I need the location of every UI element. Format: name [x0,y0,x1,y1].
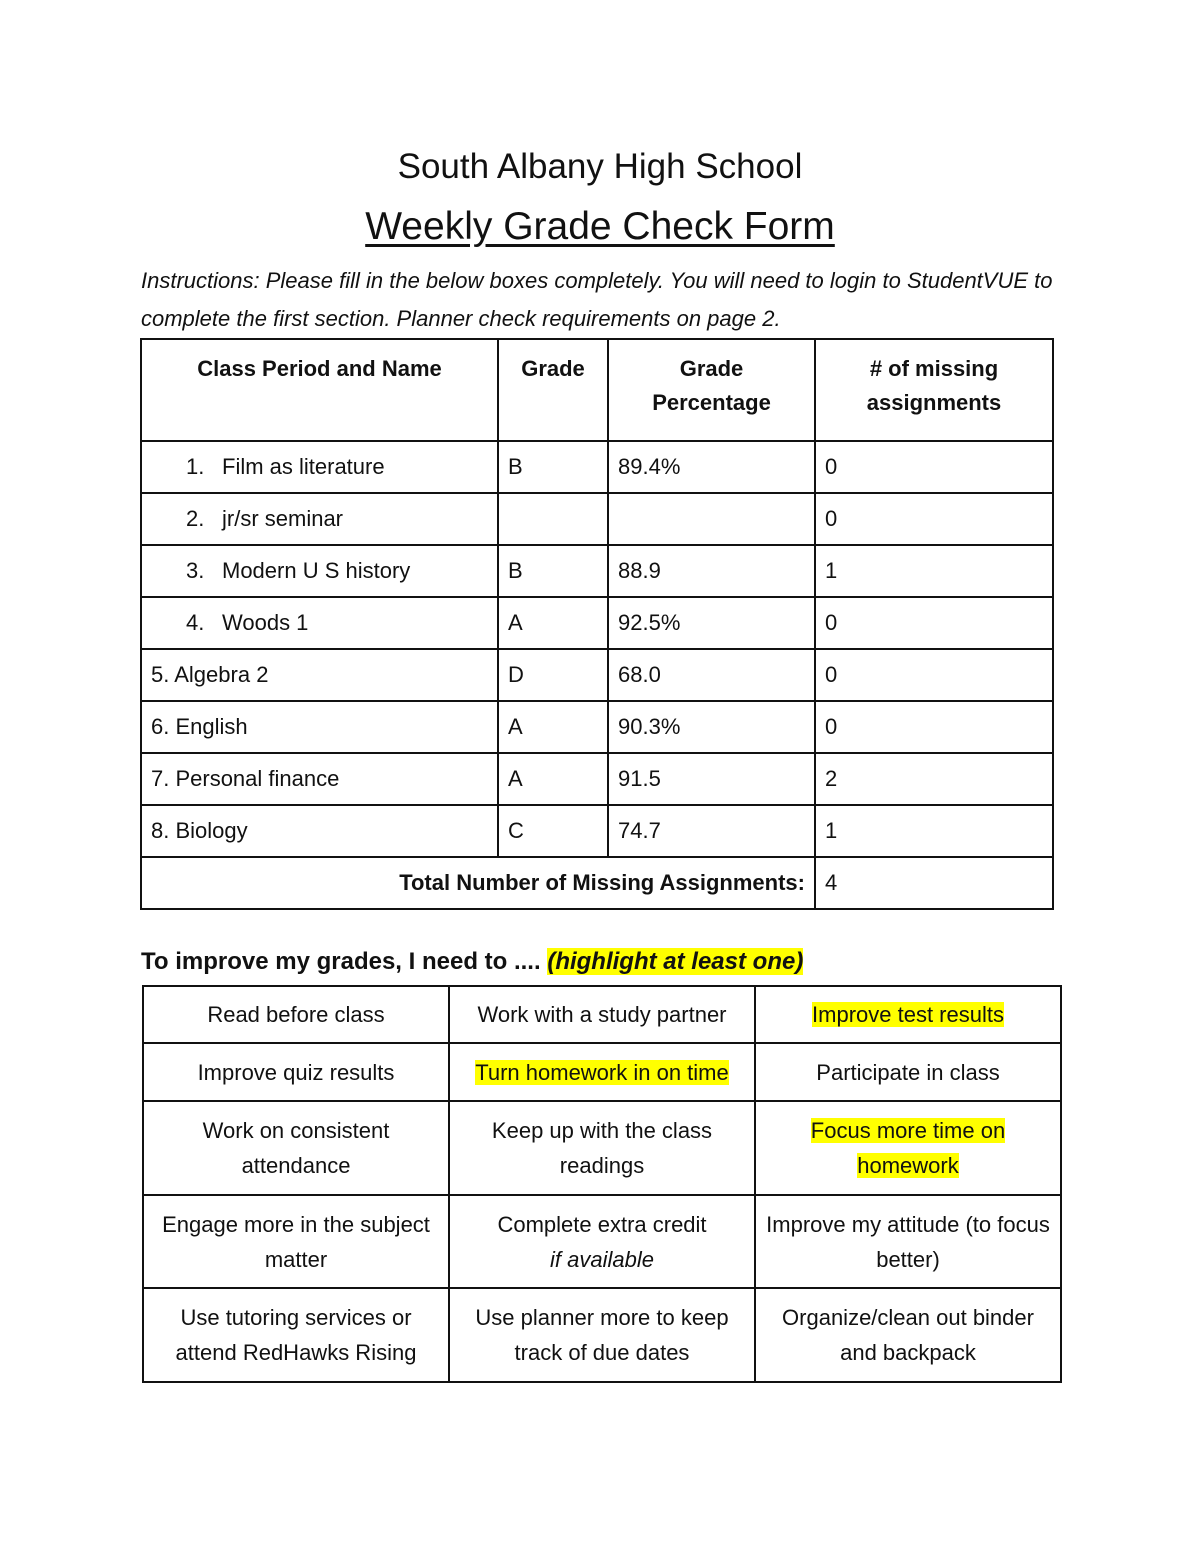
option-label: Work on consistent attendance [202,1118,390,1178]
highlighted-option-label: Focus more time on homework [810,1118,1006,1178]
school-name: South Albany High School [397,147,803,186]
option-label: Use planner more to keep track of due dates [475,1305,729,1365]
missing-cell[interactable]: 0 [815,597,1053,649]
improve-heading-text: To improve my grades, I need to .... [141,948,541,975]
option-attendance[interactable] [143,1101,449,1195]
missing-cell[interactable]: 2 [815,753,1053,805]
class-name-cell[interactable]: 8. Biology [141,805,498,857]
table-row [141,701,1053,753]
class-name: jr/sr seminar [222,506,344,531]
option-planner[interactable] [449,1288,755,1382]
highlighted-option-label: Improve test results [812,1002,1004,1027]
column-header-class: Class Period and Name [141,339,498,441]
row-number: 4. [186,610,205,635]
table-row [141,805,1053,857]
option-homework-on-time[interactable] [449,1043,755,1101]
option-test-results[interactable] [755,986,1061,1043]
improve-row [143,1101,1061,1195]
option-participate[interactable] [755,1043,1061,1101]
table-row [141,545,1053,597]
option-label: Read before class [207,1002,385,1027]
column-header-percentage: Grade Percentage [608,339,815,441]
missing-cell[interactable]: 0 [815,649,1053,701]
option-study-partner[interactable] [449,986,755,1043]
class-name-cell[interactable]: 5. Algebra 2 [141,649,498,701]
option-quiz-results[interactable] [143,1043,449,1101]
grade-cell[interactable]: A [498,701,608,753]
percentage-cell[interactable]: 92.5% [608,597,815,649]
percentage-cell[interactable]: 90.3% [608,701,815,753]
row-number: 1. [186,454,205,479]
class-name-cell[interactable] [141,545,498,597]
grade-cell[interactable]: B [498,545,608,597]
grade-cell[interactable]: D [498,649,608,701]
improve-row [143,1195,1061,1288]
class-name-cell[interactable] [141,493,498,545]
option-class-readings[interactable] [449,1101,755,1195]
missing-cell[interactable]: 0 [815,493,1053,545]
percentage-cell[interactable] [608,493,815,545]
grade-cell[interactable]: B [498,441,608,493]
option-read-before-class[interactable] [143,986,449,1043]
improve-row [143,1288,1061,1382]
row-number: 3. [186,558,205,583]
class-name-cell[interactable]: 6. English [141,701,498,753]
table-row [141,753,1053,805]
percentage-cell[interactable]: 88.9 [608,545,815,597]
grade-cell[interactable]: C [498,805,608,857]
class-name: Woods 1 [222,610,309,635]
improve-heading-note: (highlight at least one) [547,948,804,975]
improve-table [142,985,1062,1383]
option-engage-subject[interactable] [143,1195,449,1288]
grade-cell[interactable]: A [498,753,608,805]
percentage-cell[interactable]: 74.7 [608,805,815,857]
option-label: Organize/clean out binder and backpack [782,1305,1034,1365]
table-row [141,597,1053,649]
instructions: Instructions: Please fill in the below boxes completely. You will need to login to StudentVUE to complete the first section. Planner check requirements on page 2. [141,268,1053,331]
class-name-cell[interactable]: 7. Personal finance [141,753,498,805]
total-missing-label: Total Number of Missing Assignments: [141,857,815,909]
option-label: Improve quiz results [197,1059,395,1085]
grade-cell[interactable] [498,493,608,545]
total-missing-value[interactable]: 4 [815,857,1053,909]
option-label: Improve my attitude (to focus better) [766,1211,1050,1272]
option-label: Use tutoring services or attend RedHawks Rising [175,1305,417,1365]
missing-cell[interactable]: 1 [815,805,1053,857]
table-row [141,493,1053,545]
percentage-cell[interactable]: 91.5 [608,753,815,805]
option-label: Keep up with the class readings [491,1118,713,1178]
percentage-cell[interactable]: 89.4% [608,441,815,493]
option-extra-credit[interactable] [449,1195,755,1288]
option-attitude[interactable] [755,1195,1061,1288]
option-focus-homework[interactable] [755,1101,1061,1195]
improve-row [143,1043,1061,1101]
column-header-missing: # of missing assignments [815,339,1053,441]
highlighted-option-label: Turn homework in on time [475,1059,729,1085]
table-row [141,441,1053,493]
class-name-cell[interactable] [141,597,498,649]
option-organize-binder[interactable] [755,1288,1061,1382]
option-label: Engage more in the subject matter [162,1211,430,1272]
missing-cell[interactable]: 0 [815,701,1053,753]
missing-cell[interactable]: 0 [815,441,1053,493]
grades-header-row [141,339,1053,441]
class-name-cell[interactable] [141,441,498,493]
option-label: Participate in class [816,1059,1000,1085]
percentage-cell[interactable]: 68.0 [608,649,815,701]
total-row [141,857,1053,909]
grade-cell[interactable]: A [498,597,608,649]
row-number: 2. [186,506,205,531]
option-tutoring[interactable] [143,1288,449,1382]
option-label: Complete extra credit [497,1211,707,1237]
column-header-grade: Grade [498,339,608,441]
extra-credit-note: if available [550,1246,654,1272]
form-title: Weekly Grade Check Form [365,205,835,248]
class-name: Film as literature [222,454,385,479]
table-row [141,649,1053,701]
improve-row [143,986,1061,1043]
option-label: Work with a study partner [477,1002,727,1027]
class-name: Modern U S history [222,558,411,583]
grades-table [140,338,1054,910]
missing-cell[interactable]: 1 [815,545,1053,597]
improve-heading [141,945,803,979]
